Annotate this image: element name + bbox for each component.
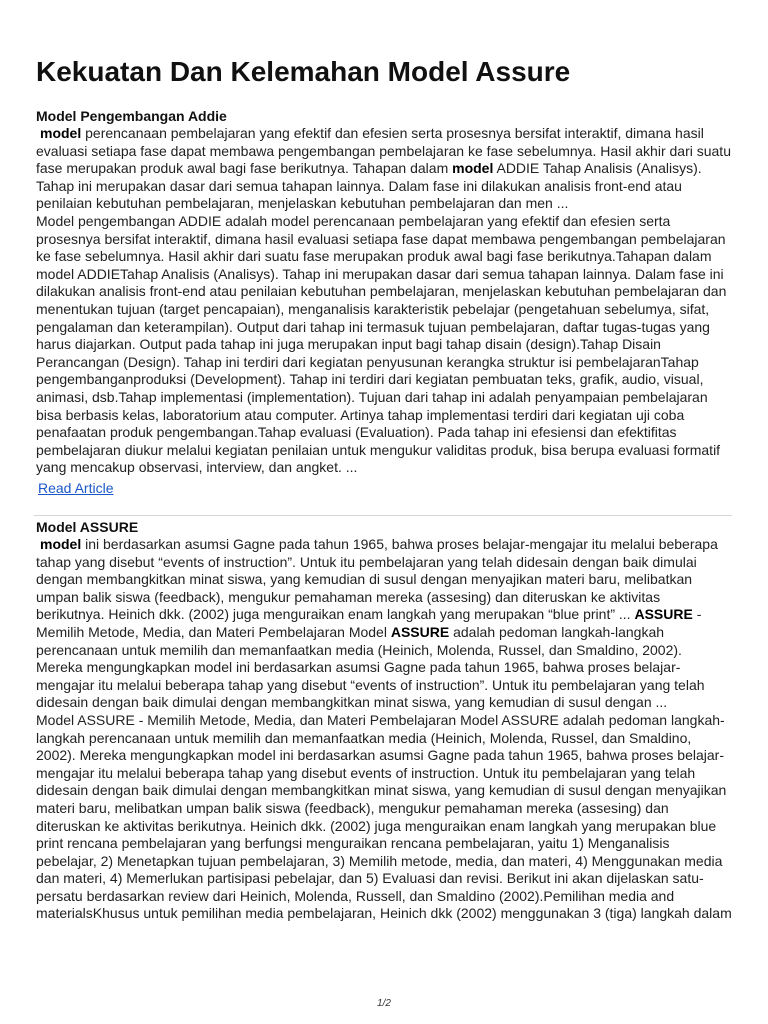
article-body	[36, 125, 732, 477]
snippet-paragraph: model perencanaan pembelajaran yang efektif dan efesien serta prosesnya bersifat interaktif, dimana hasil evaluasi setiapa fase dapat membawa pengembangan pembelajaran ke fase sebelumnya. Hasil akhir dari suatu fase merupakan produk awal bagi fase berikutnya. Tahapan dalam model ADDIE Tahap Analisis (Analisys). Tahap ini merupakan dasar dari semua tahapan lainnya. Dalam fase ini dilakukan analisis front-end atau penilaian kebutuhan pembelajaran, menjelaskan kebutuhan pembelajaran dan men ...	[36, 125, 731, 212]
snippet-paragraph: model ini berdasarkan asumsi Gagne pada tahun 1965, bahwa proses belajar-mengajar itu melalui beberapa tahap yang disebut “events of instruction”. Untuk itu pembelajaran yang telah didesain dengan baik dimulai dengan membangkitkan minat siswa, yang kemudian di susul dengan menyajikan materi baru, melibatkan umpan balik siswa (feedback), mengukur pemahaman mereka (assesing) dan diteruskan ke aktivitas berikutnya. Heinich dkk. (2002) juga menguraikan enam langkah yang merupakan “blue print” ... ASSURE - Memilih Metode, Media, dan Materi Pembelajaran Model ASSURE adalah pedoman langkah-langkah perencanaan untuk memilih dan memanfaatkan media (Heinich, Molenda, Russel, dan Smaldino, 2002). Mereka mengungkapkan model ini berdasarkan asumsi Gagne pada tahun 1965, bahwa proses belajar-mengajar itu melalui beberapa tahap yang disebut “events of instruction”. Untuk itu pembelajaran yang telah didesain dengan baik dimulai dengan membangkitkan minat siswa, yang kemudian di susul dengan ...	[36, 536, 718, 711]
keyword-bold: model	[40, 125, 82, 141]
full-paragraph: Model ASSURE - Memilih Metode, Media, dan Materi Pembelajaran Model ASSURE adalah pedoman langkah-langkah perencanaan untuk memilih dan memanfaatkan media (Heinich, Molenda, Russel, dan Smaldino, 2002). Mereka mengungkapkan model ini berdasarkan asumsi Gagne pada tahun 1965, bahwa proses belajar-mengajar itu melalui beberapa tahap yang disebut events of instruction. Untuk itu pembelajaran yang telah didesain dengan baik dimulai dengan membangkitkan minat siswa, yang kemudian di susul dengan menyajikan materi baru, melibatkan umpan balik siswa (feedback), mengukur pemahaman mereka (assesing) dan diteruskan ke aktivitas berikutnya. Heinich dkk. (2002) juga menguraikan enam langkah yang merupakan blue print rencana pembelajaran yang berfungsi menguraikan rencana pembelajaran, yaitu 1) Menganalisis pebelajar, 2) Menetapkan tujuan pembelajaran, 3) Memilih metode, media, dan materi, 4) Menggunakan media dan materi, 4) Memerlukan partisipasi pebelajar, dan 5) Evaluasi dan revisi. Berikut ini akan dijelaskan satu-persatu berdasarkan review dari Heinich, Molenda, Russell, dan Smaldino (2002).Pemilihan media and materialsKhusus untuk pemilihan media pembelajaran, Heinich dkk (2002) menggunakan 3 (tiga) langkah dalam	[36, 711, 732, 922]
keyword-bold: ASSURE	[390, 623, 450, 640]
page-title: Kekuatan Dan Kelemahan Model Assure	[36, 56, 571, 87]
page-number: 1/2	[377, 998, 391, 1009]
article-body	[36, 536, 732, 923]
section-heading: Model Pengembangan Addie	[36, 108, 227, 124]
keyword-bold: model	[40, 536, 82, 552]
full-paragraph: Model pengembangan ADDIE adalah model perencanaan pembelajaran yang efektif dan efesien serta prosesnya bersifat interaktif, dimana hasil evaluasi setiapa fase dapat membawa pengembangan pembelajaran ke fase sebelumnya. Hasil akhir dari suatu fase merupakan produk awal bagi fase berikutnya.Tahapan dalam model ADDIETahap Analisis (Analisys). Tahap ini merupakan dasar dari semua tahapan lainnya. Dalam fase ini dilakukan analisis front-end atau penilaian kebutuhan pembelajaran, menjelaskan kebutuhan pembelajaran dan menentukan tujuan (target pencapaian), menganalisis karakteristik pebelajar (pengetahuan sebelumya, sifat, pengalaman dan keterampilan). Output dari tahap ini termasuk tujuan pembelajaran, daftar tugas-tugas yang harus diajarkan. Output pada tahap ini juga merupakan input bagi tahap disain (design).Tahap Disain Perancangan (Design). Tahap ini terdiri dari kegiatan penyusunan kerangka struktur isi pembelajaranTahap pengembanganproduksi (Development). Tahap ini terdiri dari kegiatan pembuatan teks, grafik, audio, visual, animasi, dsb.Tahap implementasi (implementation). Tujuan dari tahap ini adalah penyampaian pembelajaran bisa berbasis kelas, laboratorium atau computer. Artinya tahap implementasi terdiri dari kegiatan uji coba penafaatan produk pengembangan.Tahap evaluasi (Evaluation). Pada tahap ini efesiensi dan efektifitas pembelajaran diukur melalui kegiatan penilaian untuk mengukur validitas produk, bisa berupa evaluasi formatif yang mencakup observasi, interview, dan angket. ...	[36, 212, 727, 476]
section-heading: Model ASSURE	[36, 519, 139, 535]
read-article-link[interactable]: Read Article	[38, 479, 114, 496]
keyword-bold: ASSURE	[634, 606, 693, 623]
section-divider	[34, 515, 732, 516]
keyword-bold: model	[452, 160, 494, 177]
article-addie	[36, 107, 732, 498]
article-assure	[36, 518, 732, 923]
